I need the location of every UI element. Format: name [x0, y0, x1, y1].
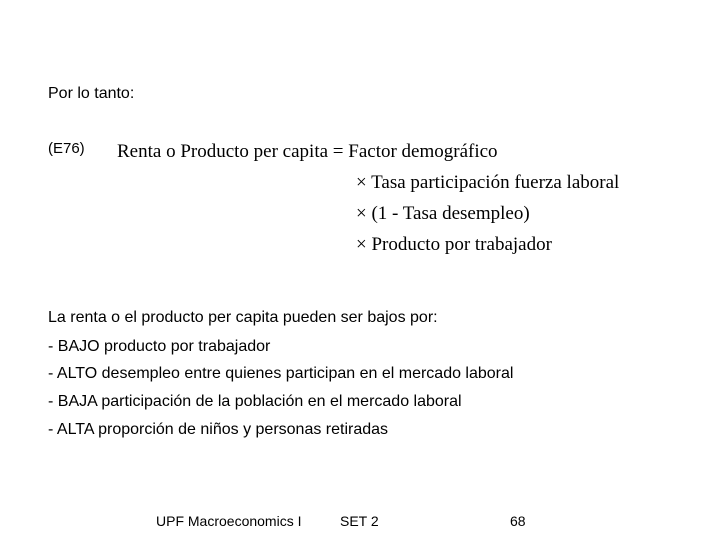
footer-page-number: 68 — [510, 513, 526, 529]
summary-item-4: - ALTA proporción de niños y personas retiradas — [48, 421, 389, 438]
summary-item-2: - ALTO desempleo entre quienes participan en el mercado laboral — [48, 365, 514, 382]
summary-item-3: - BAJA participación de la población en el mercado laboral — [48, 393, 462, 410]
summary-lead: La renta o el producto per capita pueden ser bajos por: — [48, 309, 438, 326]
equation-line-3: × (1 - Tasa desempleo) — [356, 203, 530, 224]
footer-course: UPF Macroeconomics I — [156, 513, 302, 529]
equation-line-1: Renta o Producto per capita = Factor demográfico — [117, 141, 498, 162]
equation-line-4: × Producto por trabajador — [356, 234, 552, 255]
intro-text: Por lo tanto: — [48, 85, 135, 102]
equation-line-2: × Tasa participación fuerza laboral — [356, 172, 620, 193]
summary-item-1: - BAJO producto por trabajador — [48, 338, 271, 355]
footer-set: SET 2 — [340, 513, 379, 529]
equation-tag: (E76) — [48, 140, 85, 157]
